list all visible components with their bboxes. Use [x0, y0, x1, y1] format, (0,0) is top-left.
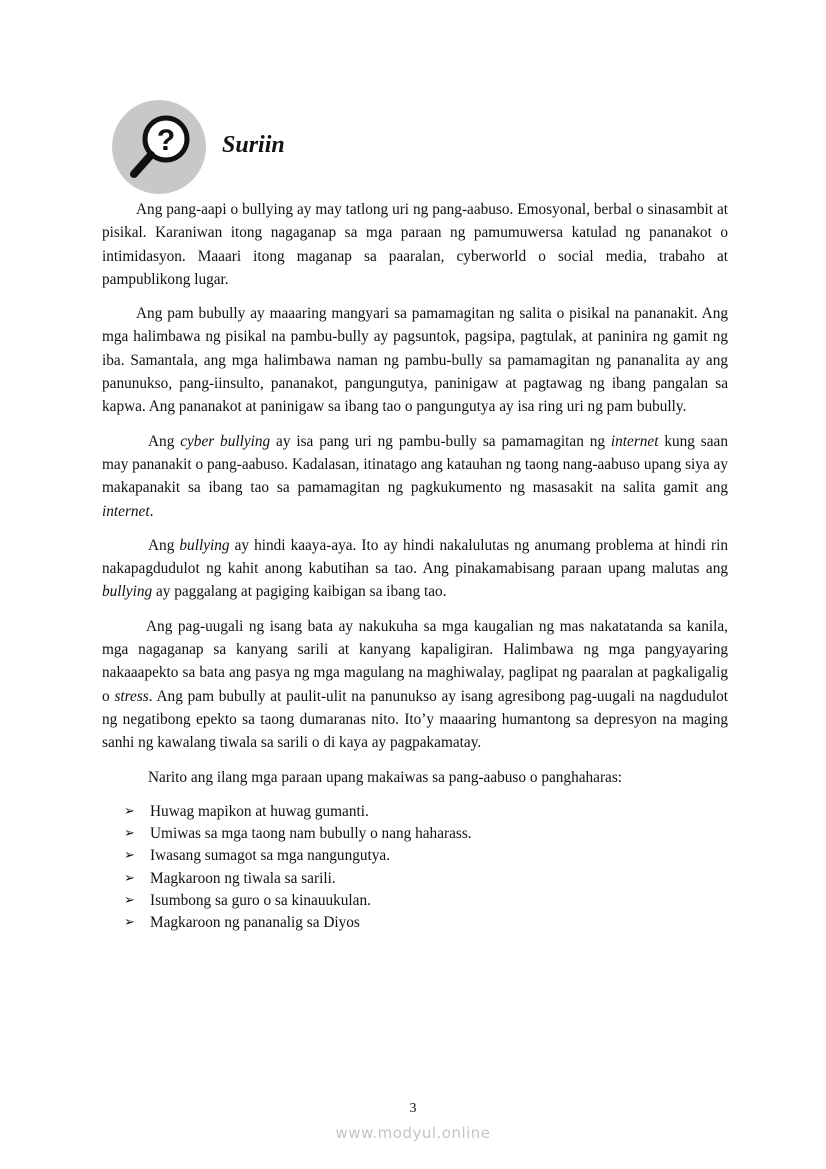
- paragraph-text: Ang: [148, 536, 180, 554]
- paragraph-bullying-solution: [102, 534, 728, 604]
- watermark-link[interactable]: www.modyul.online: [335, 1124, 491, 1142]
- paragraph-text: Ang pang-aapi o bullying ay may tatlong uri ng pang-aabuso. Emosyonal, berbal o sinasambit at pisikal. Karaniwan itong nagaganap sa mga paraan ng pamumuwersa katulad ng pananakot o intimidasyon. Maaari itong maganap sa paaralan, cyberworld o social media, trabaho at pampublikong lugar.: [102, 201, 728, 288]
- magnifier-question-icon: [112, 100, 206, 194]
- paragraph-text: Ang pag-uugali ng isang bata ay nakukuha sa mga kaugalian ng mas nakatatanda sa kanila, mga nagaganap sa kanyang sarili at kanyang kapaligiran. Halimbawa ng mga pangyayaring nakaaapekto sa bata ang pasya ng mga magulang na maghiwalay, paglipat ng paaralan at pagkaligalig o: [102, 617, 728, 705]
- paragraph-text: ay paggalang at pagiging kaibigan sa ibang tao.: [152, 583, 447, 601]
- section-title: Suriin: [222, 132, 285, 158]
- arrowhead-bullet-icon: ➢: [124, 915, 135, 931]
- paragraph-tips-intro: [102, 766, 728, 789]
- arrowhead-bullet-icon: ➢: [124, 893, 135, 909]
- arrowhead-bullet-icon: ➢: [124, 870, 135, 886]
- list-item: ➢ Magkaroon ng pananalig sa Diyos: [124, 912, 728, 934]
- paragraph-text: Ang: [148, 432, 181, 450]
- paragraph-text: Narito ang ilang mga paraan upang makaiwas sa pang-aabuso o panghaharas:: [148, 768, 623, 786]
- emphasized-term: bullying: [102, 583, 153, 601]
- paragraph-cyber-bullying: [102, 430, 728, 523]
- emphasized-term: internet: [610, 432, 659, 450]
- tips-list: [102, 801, 728, 935]
- body-content: [102, 198, 728, 935]
- arrowhead-bullet-icon: ➢: [124, 803, 135, 819]
- list-item: ➢ Huwag mapikon at huwag gumanti.: [124, 801, 728, 823]
- emphasized-term: internet: [102, 502, 150, 520]
- list-item: ➢ Magkaroon ng tiwala sa sarili.: [124, 868, 728, 890]
- emphasized-term: bullying: [179, 536, 230, 554]
- arrowhead-bullet-icon: ➢: [124, 826, 135, 842]
- list-item: ➢ Iwasang sumagot sa mga nangungutya.: [124, 845, 728, 867]
- paragraph-bullying-types: [102, 198, 728, 291]
- section-header: [112, 100, 206, 194]
- paragraph-text: kung saan may pananakit o pang-aabuso. Kadalasan, itinatago ang katauhan ng taong nang-aabuso upang siya ay makapanakit sa ibang tao sa pamamagitan ng pagkukumento ng masasakit na salita gamit ang: [102, 432, 728, 497]
- list-item: ➢ Umiwas sa mga taong nam bubully o nang haharass.: [124, 823, 728, 845]
- svg-text:?: ?: [156, 124, 176, 157]
- paragraph-text: ay isa pang uri ng pambu-bully sa pamamagitan ng: [270, 432, 611, 450]
- paragraph-text: ay hindi kaaya-aya. Ito ay hindi nakalulutas ng anumang problema at hindi rin nakapagdudulot ng kahit anong kabutihan sa tao. Ang pinakamabisang paraan upang malutas ang: [102, 536, 729, 578]
- emphasized-term: stress: [114, 687, 149, 705]
- list-item: ➢ Isumbong sa guro o sa kinauukulan.: [124, 890, 728, 912]
- paragraph-text: Ang pam bubully ay maaaring mangyari sa pamamagitan ng salita o pisikal na pananakit. Ang mga halimbawa ng pisikal na pambu-bully ay pagsuntok, pagsipa, pagtulak, at paninira ng gamit ng iba. Samantala, ang mga halimbawa naman ng pambu-bully sa pamamagitan ng pananalita ay ang panunukso, pang-iinsulto, pananakot, pangungutya, paninigaw at pagtawag ng ibang pangalan sa kapwa. Ang pananakot at paninigaw sa ibang tao o pangungutya ay isa ring uri ng pam bubully.: [102, 305, 728, 416]
- paragraph-text: .: [149, 502, 154, 520]
- page-number: 3: [409, 1101, 417, 1116]
- arrowhead-bullet-icon: ➢: [124, 848, 135, 864]
- emphasized-term: cyber bullying: [180, 432, 271, 450]
- paragraph-child-behavior: [102, 615, 728, 755]
- paragraph-text: . Ang pam bubully at paulit-ulit na panunukso ay isang agresibong pag-uugali na nagdudulot ng negatibong epekto sa taong dumaranas nito. Ito’y maaaring humantong sa depresyon na maging sanhi ng kawalang tiwala sa sarili o di kaya ay pagpakamatay.: [102, 687, 728, 752]
- paragraph-bullying-forms: [102, 302, 728, 418]
